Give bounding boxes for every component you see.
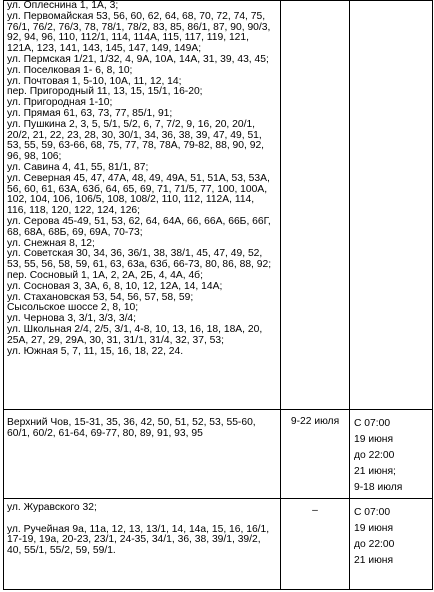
address-line: 68, 68А, 68Б, 69, 69А, 70-73; (7, 226, 143, 238)
table-row (4, 1, 433, 410)
time-entry: до 22:00 (354, 450, 395, 461)
dates-text (281, 1, 349, 7)
address-line: ул. Ручейная 9а, 11а, 12, 13, 13/1, 14, 14а, 15, 16, 16/1, (7, 523, 270, 535)
times-cell (350, 410, 433, 499)
address-line: ул. Журавского 32; (7, 502, 97, 513)
table-row (4, 499, 433, 590)
address-line: Верхний Чов, 15-31, 35, 36, 42, 50, 51, 52, 53, 55-60, (7, 417, 256, 428)
time-entry: до 22:00 (354, 539, 395, 550)
address-line: 92, 94, 96, 110, 112/1, 114, 114А, 115, 117, 119, 121, (7, 32, 249, 44)
address-line: ул. Серова 45-49, 51, 53, 62, 64, 64А, 66, 66А, 66Б, 66Г, (7, 215, 271, 227)
dates-cell (281, 499, 350, 590)
dates-cell (281, 410, 350, 499)
address-line: 102, 104, 106, 106/5, 108, 108/2, 110, 112, 112А, 114, (7, 194, 255, 206)
table-row (4, 410, 433, 499)
time-entry: 19 июня (354, 523, 394, 534)
address-line: 53, 55, 59, 63-66, 68, 75, 77, 78, 78А, 79-82, 88, 90, 92, (7, 140, 265, 152)
address-line: 25А, 27, 29, 29А, 30, 31, 31/1, 31/4, 32, 37, 53; (7, 334, 224, 346)
address-list (4, 410, 280, 440)
address-line: 56, 60, 61, 63А, 63б, 64, 65, 69, 71, 71/5, 77, 100, 100А, (7, 183, 268, 195)
address-line: ул. Советская 30, 34, 36, 36/1, 38, 38/1, 45, 47, 49, 52, (7, 248, 263, 260)
address-line: 96, 98, 106; (7, 151, 62, 163)
times-cell (350, 499, 433, 590)
dates-text: 9-22 июля (290, 416, 340, 427)
address-line: 40, 55/1, 55/2, 59, 59/1. (7, 545, 116, 557)
address-line: ул. Первомайская 53, 56, 60, 62, 64, 68, 70, 72, 74, 75, (7, 10, 266, 22)
address-line: 20/2, 21, 22, 23, 28, 30, 30/1, 34, 36, 38, 39, 47, 49, 51, (7, 129, 262, 141)
address-line: ул. Поселковая 1- 6, 8, 10; (7, 64, 133, 76)
address-cell (4, 499, 281, 590)
address-line: ул. Школьная 2/4, 2/5, 3/1, 4-8, 10, 13, 16, 18, 18А, 20, (7, 323, 263, 335)
address-line: ул. Савина 4, 41, 55, 81/1, 87; (7, 161, 149, 173)
times-list (350, 1, 432, 7)
address-line: ул. Снежная 8, 12; (7, 237, 95, 249)
address-line: ул. Почтовая 1, 5-10, 10А, 11, 12, 14; (7, 75, 182, 87)
address-line: ул. Пригородная 1-10; (7, 97, 113, 109)
address-list (4, 1, 280, 357)
times-cell (350, 1, 433, 410)
times-list (350, 499, 432, 569)
address-line: ул. Южная 5, 7, 11, 15, 16, 18, 22, 24. (7, 345, 184, 357)
time-entry: С 07:00 (354, 507, 391, 518)
address-line: 76/1, 76/2, 76/3, 78, 78/1, 78/2, 83, 85, 86/1, 87, 90, 90/3, (7, 21, 271, 33)
address-line: ул. Оплеснина 1, 1А, 3; (7, 0, 119, 11)
outage-schedule-table (3, 0, 433, 590)
address-cell (4, 410, 281, 499)
address-line: 60/1, 60/2, 61-64, 69-77, 80, 89, 91, 93, 95 (7, 427, 203, 439)
time-entry: 21 июня; (354, 466, 396, 477)
times-list (350, 410, 432, 496)
address-line: 116, 118, 120, 122, 124, 126; (7, 205, 141, 217)
time-entry: С 07:00 (354, 418, 391, 429)
address-line: ул. Сосновая 3, 3А, 6, 8, 10, 12, 12А, 14, 14А; (7, 280, 223, 292)
dates-cell (281, 1, 350, 410)
dates-text: – (312, 505, 318, 516)
address-line: пер. Сосновый 1, 1А, 2, 2А, 2Б, 4, 4А, 4б; (7, 269, 203, 281)
address-line: ул. Прямая 61, 63, 73, 77, 85/1, 91; (7, 107, 173, 119)
address-line: 121А, 123, 141, 143, 145, 147, 149, 149А; (7, 43, 202, 55)
time-entry: 9-18 июля (354, 482, 403, 493)
address-cell (4, 1, 281, 410)
time-entry: 21 июня (354, 555, 394, 566)
address-line (7, 514, 280, 525)
address-line: ул. Северная 45, 47, 47А, 48, 49, 49А, 51, 51А, 53, 53А, (7, 172, 270, 184)
address-line: ул. Пушкина 2, 3, 5, 5/1, 5/2, 6, 7, 7/2, 9, 16, 20, 20/1, (7, 118, 256, 130)
address-line: 53, 55, 56, 58, 59, 61, 63, 63а, 63б, 66-73, 80, 86, 88, 92; (7, 259, 272, 271)
address-line: пер. Пригородный 11, 13, 15, 15/1, 16-20; (7, 86, 203, 98)
address-line: ул. Стахановская 53, 54, 56, 57, 58, 59; (7, 291, 194, 303)
time-entry: 19 июня (354, 434, 394, 445)
address-line: Сысольское шоссе 2, 8, 10; (7, 302, 139, 314)
address-line: ул. Чернова 3, 3/1, 3/3, 3/4; (7, 313, 137, 325)
address-list (4, 499, 280, 557)
address-line: 17-19, 19а, 20-23, 23/1, 24-35, 34/1, 36, 38, 39/1, 39/2, (7, 534, 261, 546)
address-line: ул. Пермская 1/21, 1/32, 4, 9А, 10А, 14А, 31, 39, 43, 45; (7, 53, 269, 65)
